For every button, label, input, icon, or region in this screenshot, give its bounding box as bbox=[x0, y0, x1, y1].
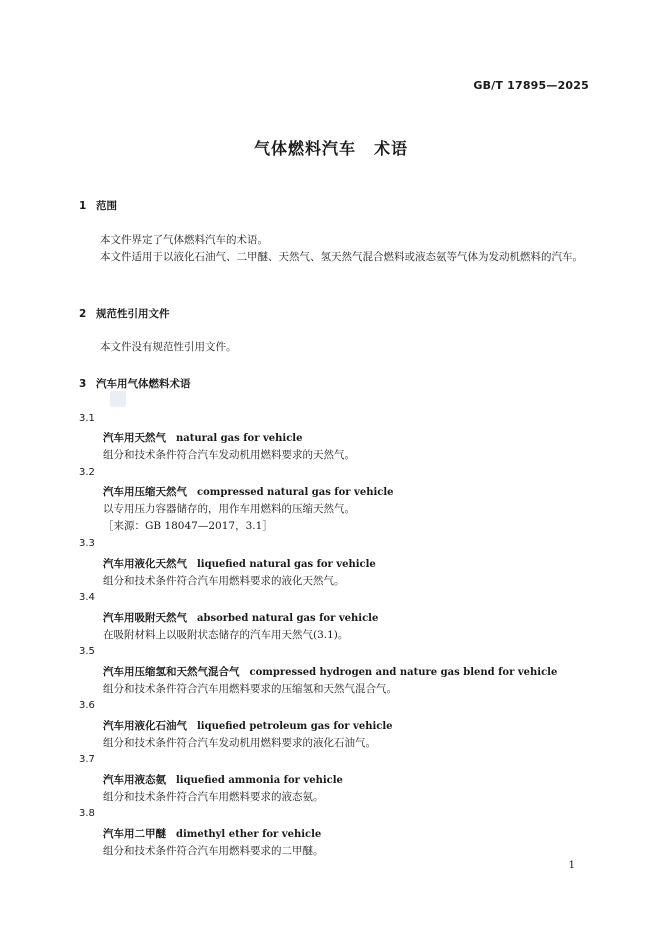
term-heading bbox=[103, 826, 321, 841]
scope-paragraph-1: 本文件界定了气体燃料汽车的术语。 bbox=[100, 234, 268, 246]
term-heading bbox=[103, 718, 393, 733]
section-heading-2 bbox=[79, 306, 170, 321]
term-definition: 组分和技术条件符合汽车发动机用燃料要求的液化石油气。 bbox=[103, 737, 376, 749]
section-title: 范围 bbox=[96, 200, 117, 212]
title-part-1: 气体燃料汽车 bbox=[253, 139, 356, 158]
page-number: 1 bbox=[568, 860, 575, 871]
term-definition: 组分和技术条件符合汽车用燃料要求的液化天然气。 bbox=[103, 575, 345, 587]
term-zh: 汽车用液态氨 bbox=[103, 774, 166, 786]
term-en: compressed natural gas for vehicle bbox=[197, 487, 394, 498]
term-heading bbox=[103, 430, 302, 445]
term-definition: 组分和技术条件符合汽车用燃料要求的二甲醚。 bbox=[103, 845, 324, 857]
term-definition: 组分和技术条件符合汽车发动机用燃料要求的天然气。 bbox=[103, 449, 355, 461]
title-part-2: 术语 bbox=[374, 139, 409, 158]
section-title: 汽车用气体燃料术语 bbox=[96, 378, 191, 390]
term-en: liquefied petroleum gas for vehicle bbox=[197, 721, 393, 732]
term-zh: 汽车用压缩氢和天然气混合气 bbox=[103, 666, 240, 678]
scope-paragraph-2: 本文件适用于以液化石油气、二甲醚、天然气、氢天然气混合燃料或液态氨等气体为发动机燃料的汽车。 bbox=[100, 251, 583, 263]
term-number: 3.1 bbox=[79, 413, 95, 424]
document-title bbox=[0, 136, 662, 159]
section-number: 3 bbox=[79, 378, 87, 390]
term-number: 3.5 bbox=[79, 646, 95, 657]
section-heading-1 bbox=[79, 198, 117, 213]
watermark-stamp bbox=[110, 391, 126, 407]
term-heading bbox=[103, 556, 376, 571]
term-zh: 汽车用压缩天然气 bbox=[103, 486, 187, 498]
term-zh: 汽车用天然气 bbox=[103, 432, 166, 444]
term-number: 3.8 bbox=[79, 808, 95, 819]
term-source: ［来源：GB 18047—2017，3.1］ bbox=[103, 520, 273, 532]
term-en: absorbed natural gas for vehicle bbox=[197, 613, 379, 624]
term-number: 3.4 bbox=[79, 592, 95, 603]
term-definition: 在吸附材料上以吸附状态储存的汽车用天然气(3.1)。 bbox=[103, 629, 349, 641]
term-heading bbox=[103, 772, 343, 787]
term-heading bbox=[103, 610, 378, 625]
term-number: 3.7 bbox=[79, 754, 95, 765]
term-number: 3.2 bbox=[79, 467, 95, 478]
term-zh: 汽车用液化石油气 bbox=[103, 720, 187, 732]
term-zh: 汽车用吸附天然气 bbox=[103, 612, 187, 624]
term-en: liquefied ammonia for vehicle bbox=[176, 775, 343, 786]
term-en: dimethyl ether for vehicle bbox=[176, 829, 322, 840]
term-definition: 组分和技术条件符合汽车用燃料要求的液态氨。 bbox=[103, 791, 324, 803]
section-number: 2 bbox=[79, 308, 87, 320]
normative-paragraph: 本文件没有规范性引用文件。 bbox=[100, 341, 237, 353]
term-en: liquefied natural gas for vehicle bbox=[197, 559, 376, 570]
term-en: natural gas for vehicle bbox=[176, 433, 303, 444]
term-number: 3.3 bbox=[79, 538, 95, 549]
term-heading bbox=[103, 664, 557, 679]
term-definition: 以专用压力容器储存的，用作车用燃料的压缩天然气。 bbox=[103, 503, 355, 515]
term-heading bbox=[103, 484, 394, 499]
term-number: 3.6 bbox=[79, 700, 95, 711]
section-heading-3 bbox=[79, 376, 191, 391]
term-zh: 汽车用二甲醚 bbox=[103, 828, 166, 840]
standard-code: GB/T 17895—2025 bbox=[473, 79, 589, 92]
term-en: compressed hydrogen and nature gas blend for vehicle bbox=[249, 667, 558, 678]
term-definition: 组分和技术条件符合汽车用燃料要求的压缩氢和天然气混合气。 bbox=[103, 683, 397, 695]
term-zh: 汽车用液化天然气 bbox=[103, 558, 187, 570]
section-number: 1 bbox=[79, 200, 87, 212]
section-title: 规范性引用文件 bbox=[96, 308, 170, 320]
